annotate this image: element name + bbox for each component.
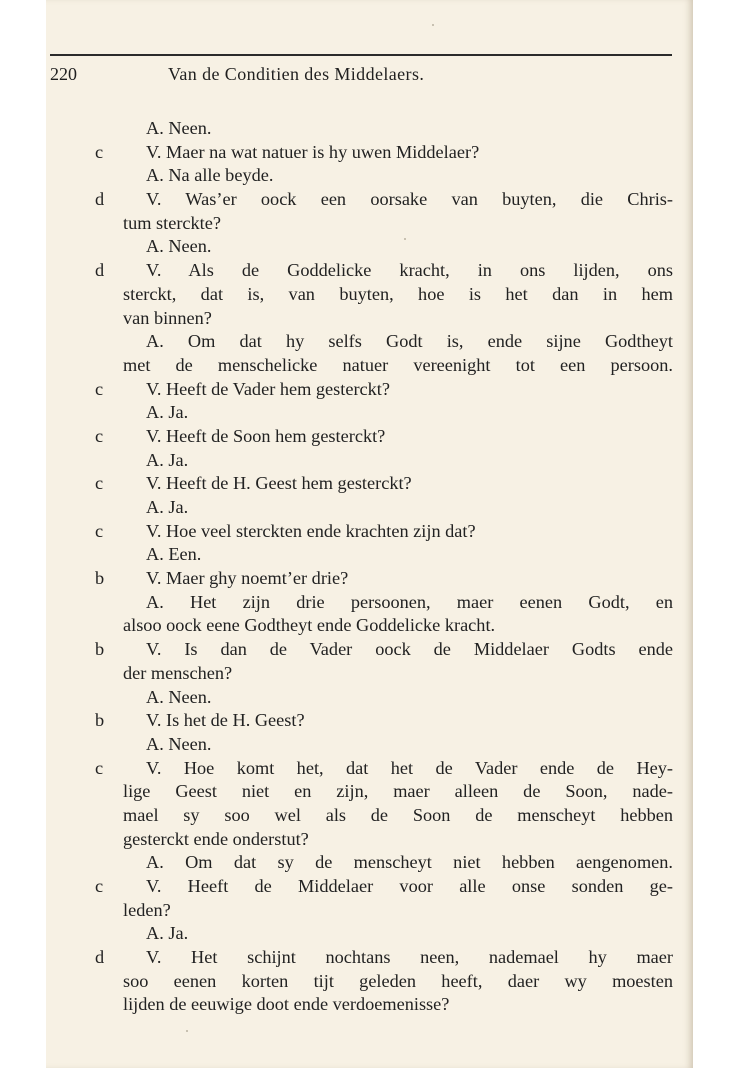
page-number: 220 <box>50 64 77 84</box>
margin-marker: d <box>95 260 105 281</box>
line-text: A. Om dat sy de menscheyt niet hebben aengenomen. <box>146 852 673 873</box>
line-text: V. Is dan de Vader oock de Middelaer Godts ende <box>146 639 673 660</box>
text-line <box>50 164 673 188</box>
text-line <box>50 259 673 283</box>
text-line <box>50 970 673 994</box>
line-text: V. Was’er oock een oorsake van buyten, die Chris- <box>146 189 673 210</box>
text-line <box>50 899 673 923</box>
line-text: mael sy soo wel als de Soon de menscheyt hebben <box>123 804 673 825</box>
margin-marker: c <box>95 473 104 494</box>
text-line <box>50 354 673 378</box>
paper-speck <box>186 1030 188 1032</box>
paper-speck <box>432 24 434 26</box>
line-text: A. Neen. <box>146 686 212 707</box>
running-title: Van de Conditien des Middelaers. <box>168 64 425 84</box>
line-text: V. Heeft de H. Geest hem gesterckt? <box>146 473 412 494</box>
line-text: tum sterckte? <box>123 212 221 233</box>
line-text: leden? <box>123 899 171 920</box>
margin-marker: b <box>95 639 105 660</box>
line-text: lige Geest niet en zijn, maer alleen de Soon, nade- <box>123 781 673 802</box>
text-line <box>50 472 673 496</box>
margin-marker: d <box>95 189 105 210</box>
margin-marker: c <box>95 876 104 896</box>
text-line <box>50 425 673 449</box>
text-line <box>50 828 673 852</box>
line-text: V. Hoe veel sterckten ende krachten zijn dat? <box>146 520 476 541</box>
line-text: van binnen? <box>123 307 212 328</box>
margin-marker: c <box>95 141 104 162</box>
line-text: soo eenen korten tijt geleden heeft, daer wy moesten <box>123 970 673 991</box>
line-text: V. Heeft de Soon hem gesterckt? <box>146 425 386 446</box>
line-text: sterckt, dat is, van buyten, hoe is het dan in hem <box>123 283 673 304</box>
line-text: gesterckt ende onderstut? <box>123 828 309 849</box>
margin-marker: c <box>95 520 104 541</box>
text-line <box>50 212 673 236</box>
text-line <box>50 307 673 331</box>
line-text: met de menschelicke natuer vereenight tot een persoon. <box>123 354 673 375</box>
line-text: V. Maer ghy noemt’er drie? <box>146 568 349 589</box>
page-header <box>50 64 672 90</box>
text-line <box>50 117 673 141</box>
text-line <box>50 709 673 733</box>
text-line <box>50 922 673 946</box>
text-line <box>50 543 673 567</box>
line-text: A. Ja. <box>146 923 189 944</box>
text-line <box>50 330 673 354</box>
line-text: A. Na alle beyde. <box>146 165 274 186</box>
line-text: der menschen? <box>123 662 233 683</box>
line-text: A. Ja. <box>146 402 189 423</box>
text-line <box>50 401 673 425</box>
line-text: A. Neen. <box>146 733 212 754</box>
text-line <box>50 235 673 259</box>
text-line <box>50 591 673 615</box>
text-line <box>50 662 673 686</box>
line-text: A. Om dat hy selfs Godt is, ende sijne Godtheyt <box>146 331 673 352</box>
text-line <box>50 804 673 828</box>
line-text: A. Ja. <box>146 449 189 470</box>
text-line <box>50 733 673 757</box>
line-text: A. Het zijn drie persoonen, maer eenen Godt, en <box>146 591 673 612</box>
text-line <box>50 520 673 544</box>
margin-marker: c <box>95 425 104 446</box>
text-line <box>50 851 673 875</box>
text-line <box>50 141 673 165</box>
line-text: V. Heeft de Middelaer voor alle onse sonden ge- <box>146 876 673 896</box>
margin-marker: d <box>95 947 105 968</box>
line-text: A. Een. <box>146 544 202 565</box>
text-line <box>50 780 673 804</box>
line-text: V. Maer na wat natuer is hy uwen Middelaer? <box>146 141 480 162</box>
margin-marker: b <box>95 568 105 589</box>
margin-marker: c <box>95 378 104 399</box>
text-line <box>50 449 673 473</box>
text-line <box>50 496 673 520</box>
line-text: V. Heeft de Vader hem gesterckt? <box>146 378 390 399</box>
text-line <box>50 283 673 307</box>
text-line <box>50 757 673 781</box>
line-text: lijden de eeuwige doot ende verdoemenisse? <box>123 994 450 1015</box>
text-line <box>50 638 673 662</box>
text-line <box>50 993 673 1017</box>
text-line <box>50 188 673 212</box>
text-line <box>50 875 673 899</box>
text-line <box>50 567 673 591</box>
line-text: alsoo oock eene Godtheyt ende Goddelicke kracht. <box>123 615 496 636</box>
line-text: V. Hoe komt het, dat het de Vader ende de Hey- <box>146 757 673 778</box>
text-line <box>50 946 673 970</box>
margin-marker: b <box>95 710 105 731</box>
catechism-text <box>50 117 673 1017</box>
line-text: V. Als de Goddelicke kracht, in ons lijden, ons <box>146 260 673 281</box>
text-line <box>50 614 673 638</box>
line-text: A. Neen. <box>146 236 212 257</box>
margin-marker: c <box>95 757 104 778</box>
line-text: A. Neen. <box>146 118 212 138</box>
header-rule <box>50 54 672 56</box>
text-line <box>50 378 673 402</box>
paper-speck <box>404 238 406 240</box>
text-line <box>50 686 673 710</box>
line-text: A. Ja. <box>146 497 189 517</box>
line-text: V. Het schijnt nochtans neen, nademael hy maer <box>146 947 673 968</box>
line-text: V. Is het de H. Geest? <box>146 710 305 731</box>
